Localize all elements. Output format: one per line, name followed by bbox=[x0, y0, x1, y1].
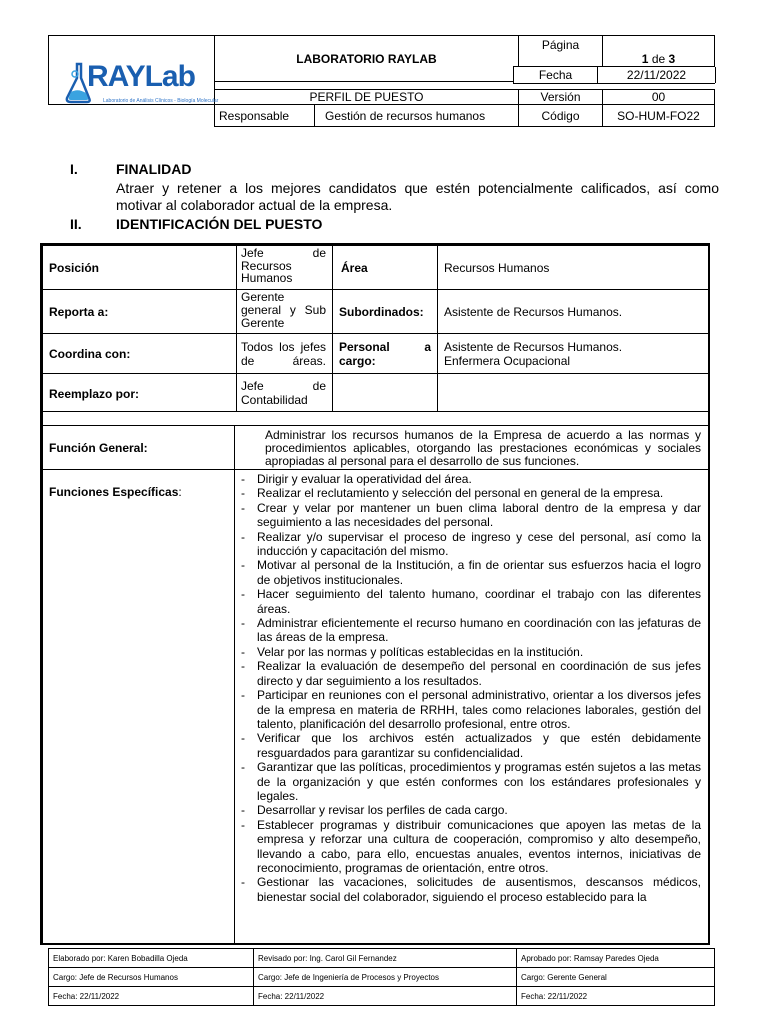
funcion-item: - Dirigir y evaluar la operatividad del área. bbox=[241, 472, 472, 486]
funcion-item: - Crear y velar por mantener un buen clima laboral dentro de la empresa y dar seguimiento a las necesidades del personal. bbox=[241, 500, 701, 530]
puesto-table bbox=[40, 243, 710, 945]
pagina-label: Página bbox=[519, 36, 603, 82]
logo-tagline: Laboratorio de Análisis Clínicos - Biología Molecular bbox=[103, 98, 219, 104]
revisado-cargo: Cargo: Jefe de Ingeniería de Procesos y Proyectos bbox=[254, 968, 517, 987]
reemplazo-value: Jefe de Contabilidad bbox=[236, 373, 333, 412]
responsable-value: Gestión de recursos humanos bbox=[315, 105, 519, 127]
spacer-row bbox=[42, 411, 710, 426]
logo-cell bbox=[49, 36, 219, 105]
funciones-especificas-label-cell: Funciones Específicas: bbox=[42, 469, 235, 945]
section-1-title: FINALIDAD bbox=[116, 161, 192, 177]
funciones-especificas-label: Funciones Específicas bbox=[49, 485, 179, 499]
company-name: LABORATORIO RAYLAB bbox=[215, 36, 519, 82]
aprobado-cargo: Cargo: Gerente General bbox=[517, 968, 715, 987]
section-1-text: Atraer y retener a los mejores candidatos que estén potencialmente calificados, así como motivar al colaborador actual de la empresa. bbox=[116, 180, 719, 213]
funcion-item: - Administrar eficientemente el recurso humano en coordinación con las jefaturas de las áreas de la empresa. bbox=[241, 616, 701, 645]
elaborado-por: Elaborado por: Karen Bobadilla Ojeda bbox=[49, 949, 254, 968]
elaborado-cargo: Cargo: Jefe de Recursos Humanos bbox=[49, 968, 254, 987]
reemplazo-label: Reemplazo por: bbox=[42, 373, 237, 412]
funcion-item: - Participar en reuniones con el personal administrativo, orientar a los diversos jefes de la empresa en materia de RRHH, tales como relaciones laborales, gestión del talento, planificación del desarrollo profesional, entre otros. bbox=[241, 688, 701, 731]
section-2-number: II. bbox=[70, 216, 82, 232]
funcion-item: - Realizar y/o supervisar el proceso de ingreso y cese del personal, así como la inducción y capacitación del mismo. bbox=[241, 529, 701, 559]
funcion-general-text: Administrar los recursos humanos de la Empresa de acuerdo a las normas y procedimientos aplicables, otorgando las prestaciones económicas y sociales apropiadas al personal para el desarrollo de sus funciones. bbox=[234, 425, 710, 470]
codigo-label: Código bbox=[519, 105, 603, 127]
aprobado-por: Aprobado por: Ramsay Paredes Ojeda bbox=[517, 949, 715, 968]
subordinados-label: Subordinados: bbox=[332, 289, 438, 334]
aprobado-fecha: Fecha: 22/11/2022 bbox=[517, 987, 715, 1006]
personal-value: Asistente de Recursos Humanos. Enfermera Ocupacional bbox=[437, 333, 710, 374]
coordina-label: Coordina con: bbox=[42, 333, 237, 374]
section-1-number: I. bbox=[70, 161, 78, 177]
codigo-value: SO-HUM-FO22 bbox=[603, 105, 715, 127]
funcion-item: - Motivar al personal de la Institución, a fin de orientar sus esfuerzos hacia el logro de objetivos institucionales. bbox=[241, 558, 701, 587]
responsable-label: Responsable bbox=[215, 105, 315, 127]
funcion-item: - Desarrollar y revisar los perfiles de cada cargo. bbox=[241, 803, 508, 818]
personal-label: Personal a cargo: bbox=[332, 333, 438, 374]
section-2-title: IDENTIFICACIÓN DEL PUESTO bbox=[116, 216, 323, 232]
funcion-item: - Garantizar que las políticas, procedimientos y programas estén sujetos a las metas de la organización y que estén conformes con los estándares profesionales y legales. bbox=[241, 760, 701, 803]
version-label: Versión bbox=[519, 90, 603, 105]
funcion-item: - Establecer programas y distribuir comunicaciones que apoyen las metas de la empresa y reforzar una cultura de cooperación, compromiso y alto desempeño, llevando a cabo, para ello, encuestas anuales, eventos internos, iniciativas de reconocimiento, programas de orientación, entre otros. bbox=[241, 817, 701, 875]
posicion-label: Posición bbox=[42, 245, 237, 290]
funcion-general-label: Función General: bbox=[42, 425, 235, 470]
subordinados-value: Asistente de Recursos Humanos. bbox=[437, 289, 710, 334]
fecha-row bbox=[513, 66, 715, 84]
revisado-por: Revisado por: Ing. Carol Gil Fernandez bbox=[254, 949, 517, 968]
funcion-item: - Velar por las normas y políticas establecidas en la institución. bbox=[241, 644, 584, 659]
posicion-value: Jefe de Recursos Humanos bbox=[236, 245, 333, 290]
reporta-label: Reporta a: bbox=[42, 289, 237, 334]
funcion-item: - Verificar que los archivos estén actualizados y que estén debidamente resguardados para garantizar su confidencialidad. bbox=[241, 731, 701, 760]
fecha-label: Fecha bbox=[513, 67, 597, 83]
logo-brand: RAYLab bbox=[87, 60, 195, 93]
elaborado-fecha: Fecha: 22/11/2022 bbox=[49, 987, 254, 1006]
area-label: Área bbox=[332, 245, 438, 290]
reporta-value: Gerente general y Sub Gerente bbox=[236, 289, 333, 334]
funcion-item: - Realizar la evaluación de desempeño del personal en coordinación de sus jefes directo y dar seguimiento a los resultados. bbox=[241, 659, 701, 688]
approval-footer bbox=[48, 948, 715, 1006]
funcion-item: - Realizar el reclutamiento y selección del personal en general de la empresa. bbox=[241, 486, 664, 501]
area-value: Recursos Humanos bbox=[437, 245, 710, 290]
fecha-value: 22/11/2022 bbox=[597, 67, 716, 83]
funciones-especificas-list bbox=[235, 472, 701, 904]
funciones-especificas-cell bbox=[234, 469, 710, 945]
funcion-item: - Gestionar las vacaciones, solicitudes de ausentismos, descansos médicos, bienestar social del colaborador, siguiendo el proceso establecido para la bbox=[241, 875, 701, 904]
coordina-value: Todos los jefes de áreas. bbox=[236, 333, 333, 374]
empty-cell bbox=[437, 373, 710, 412]
doc-type: PERFIL DE PUESTO bbox=[215, 90, 519, 105]
funcion-item: - Hacer seguimiento del talento humano, coordinar el trabajo con las diferentes áreas. bbox=[241, 587, 701, 616]
empty-cell bbox=[332, 373, 438, 412]
pagina-value: 1 de 3 bbox=[603, 36, 715, 82]
revisado-fecha: Fecha: 22/11/2022 bbox=[254, 987, 517, 1006]
version-value: 00 bbox=[603, 90, 715, 105]
